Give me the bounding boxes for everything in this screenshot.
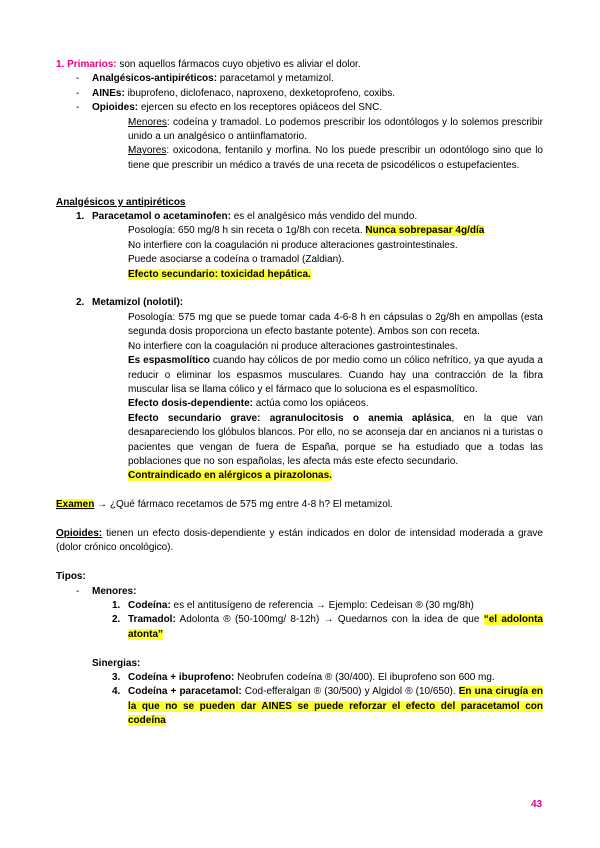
menores-label: Menores: [92, 585, 137, 597]
item-number: 1. [112, 599, 121, 611]
item-text: cuando hay cólicos de por medio como un cólico nefrítico, ya que ayuda a reducir o eliminar los espasmos musculares. Cuando hay una contracción de la fibra muscular lisa se llama cólico y el fármaco que lo soluciona es el espasmolítico. [128, 355, 543, 395]
primarios-label: 1. Primarios: [56, 59, 117, 70]
item-bold: Codeína + ibuprofeno: [128, 671, 235, 683]
item-text: ejercen su efecto en los receptores opiáceos del SNC. [138, 102, 383, 114]
opioides-paragraph [56, 527, 543, 556]
highlight-text: Nunca sobrepasar 4g/día [365, 225, 485, 237]
item-text: es el antitusígeno de referencia → Ejemplo: Cedeisan ® (30 mg/8h) [170, 599, 474, 611]
opioides-text: tienen un efecto dosis-dependiente y están indicados en dolor de intensidad moderada a grave (dolor crónico oncológico). [56, 527, 543, 554]
item-bold: Analgésicos-antipiréticos: [92, 73, 218, 85]
item-bold: Efecto dosis-dependiente: [128, 398, 254, 410]
tipos-heading: Tipos: [56, 571, 86, 583]
examen-paragraph [56, 498, 543, 512]
sinergias-label: Sinergias: [92, 657, 141, 669]
item-text: es el analgésico más vendido del mundo. [230, 211, 418, 223]
examen-label: Examen [56, 499, 95, 511]
item-text: Neobrufen codeína ® (30/400). El ibuprofeno son 600 mg. [234, 671, 495, 683]
item-bold: Es espasmolítico [128, 355, 210, 367]
item-bold: Efecto secundario grave: agranulocitosis o anemia aplásica [128, 412, 452, 424]
item-text: Posología: 650 mg/8 h sin receta o 1g/8h con receta. [128, 225, 366, 237]
list-item-paracetamol [56, 210, 543, 282]
item-bold: Opioides: [92, 102, 139, 114]
list-item [56, 412, 543, 470]
item-bold: Metamizol (nolotil): [92, 297, 184, 309]
highlight-text: En una cirugía en la que no se pueden dar AINES se puede reforzar el efecto del paracetamol con codeína [128, 686, 543, 727]
list-item: - No interfiere con la coagulación ni produce alteraciones gastrointestinales. [56, 239, 543, 253]
item-number: 2. [112, 614, 121, 626]
item-number: 3. [112, 671, 121, 683]
item-text: , en la que van desapareciendo los glóbulos blancos. Por ello, no se aconseja dar en ancianos ni a turistas o pacientes que vengan de fuera de España, porque se ha estudiado que a todas las poblaciones que no son españolas, les afecta más este efecto secundario. [128, 412, 543, 467]
list-item [56, 397, 543, 411]
item-number: 2. [76, 297, 85, 309]
item-bold: Codeína + paracetamol: [128, 686, 242, 698]
item-text: paracetamol y metamizol. [217, 73, 334, 85]
list-item [56, 116, 543, 145]
list-item [56, 87, 543, 101]
item-number: 1. [76, 211, 85, 223]
list-item [56, 224, 543, 238]
sinergias-list [56, 671, 543, 729]
list-item: - No interfiere con la coagulación ni produce alteraciones gastrointestinales. [56, 340, 543, 354]
sub-text: : codeína y tramadol. Lo podemos prescribir los odontólogos y lo solemos prescribir unido a un analgésico o antiinflamatorio. [128, 116, 543, 143]
item-bold: Paracetamol o acetaminofen: [92, 211, 231, 223]
section-heading-analgesicos: Analgésicos y antipiréticos [56, 196, 186, 208]
list-item-menores [56, 585, 543, 599]
item-text: Cod-efferalgan ® (30/500) y Algidol ® (10/650). [241, 686, 459, 698]
list-item-metamizol [56, 296, 543, 483]
paracetamol-sublist [56, 224, 543, 282]
highlight-text: “el adolonta atonta” [128, 614, 543, 640]
document-page [56, 58, 543, 729]
highlight-text: Contraindicado en alérgicos a pirazolonas. [128, 470, 332, 482]
list-item [56, 469, 543, 483]
list-item: - Posología: 575 mg que se puede tomar cada 4-6-8 h en cápsulas o 2g/8h en ampollas (esta segunda dosis proporciona un efecto bastante potente). Ambos son con receta. [56, 311, 543, 340]
list-item [56, 685, 543, 728]
item-bold: AINEs: [92, 87, 125, 99]
primarios-list [56, 72, 543, 173]
sub-text: : oxicodona, fentanilo y morfina. No los puede prescribir un odontólogo sino que lo tiene que prescribir un médico a través de una receta de psicodélicos o estupefacientes. [128, 145, 543, 171]
examen-text: → ¿Qué fármaco recetamos de 575 mg entre 4-8 h? El metamizol. [94, 499, 393, 511]
item-text: actúa como los opiáceos. [253, 398, 369, 410]
list-item [56, 671, 543, 685]
list-item [56, 268, 543, 282]
list-item [56, 144, 543, 173]
item-bold: Codeína: [128, 599, 171, 611]
list-item [56, 354, 543, 397]
opioides-label: Opioides: [56, 527, 103, 539]
highlight-text: Efecto secundario: toxicidad hepática. [128, 268, 311, 280]
metamizol-sublist [56, 311, 543, 484]
list-item [56, 72, 543, 86]
page-number: 43 [531, 799, 543, 810]
item-number: 4. [112, 686, 121, 698]
primarios-text: son aquellos fármacos cuyo objetivo es aliviar el dolor. [116, 59, 361, 70]
menores-list [56, 599, 543, 642]
opioides-sublist [56, 116, 543, 174]
list-item: - Puede asociarse a codeína o tramadol (Zaldian). [56, 253, 543, 267]
tipos-list [56, 585, 543, 599]
item-text: ibuprofeno, diclofenaco, naproxeno, dexketoprofeno, coxibs. [124, 87, 395, 99]
sub-underlined: Menores [128, 116, 167, 128]
sub-underlined: Mayores [128, 145, 167, 157]
list-item [56, 613, 543, 642]
list-item [56, 101, 543, 173]
primarios-paragraph [56, 58, 543, 72]
item-bold: Tramadol: [128, 614, 176, 626]
item-text: Adolonta ® (50-100mg/ 8-12h) → Quedarnos con la idea de que [175, 614, 484, 626]
list-item [56, 599, 543, 613]
analgesicos-list [56, 210, 543, 484]
